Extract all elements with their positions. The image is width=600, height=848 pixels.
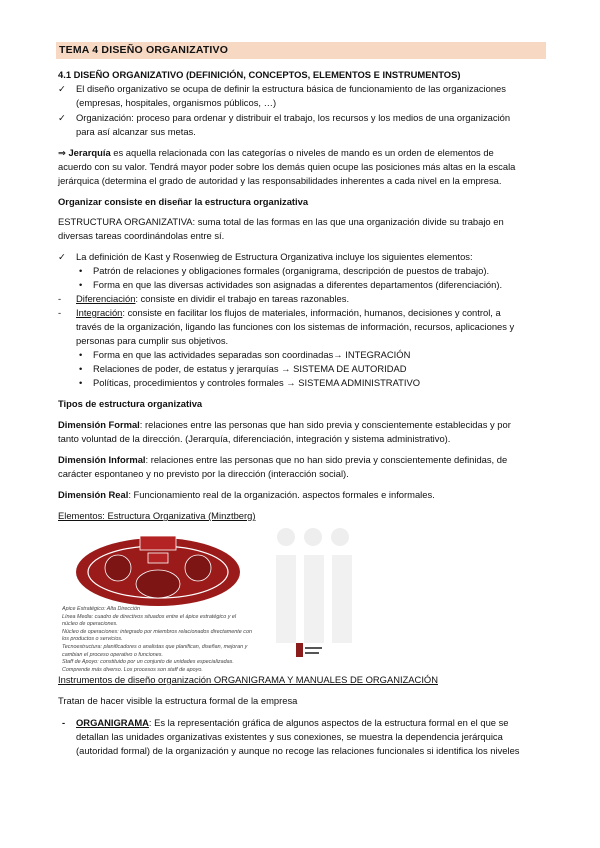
bullet-icon: • [79, 377, 83, 388]
integracion-text: : consiste en facilitar los flujos de materiales, información, humanos, decisiones y control, a [122, 307, 501, 318]
organigrama-term: ORGANIGRAMA [76, 717, 149, 728]
formal-line: tanto voluntad de la dirección. (Jerarquía, diferenciación, integración y sistema administrativo). [58, 433, 451, 444]
diferenciacion-text: : consiste en dividir el trabajo en tareas razonables. [135, 293, 350, 304]
legend-item: Núcleo de operaciones: integrado por miembros relacionados directamente con [62, 628, 252, 635]
jerarquia-line [58, 146, 544, 161]
check-icon: ✓ [58, 83, 66, 94]
bullet-line: Organización: proceso para ordenar y distribuir el trabajo, los recursos y los medios de una organización [76, 112, 511, 123]
bullet-line: El diseño organizativo se ocupa de definir la estructura básica de funcionamiento de las organizaciones [76, 83, 506, 94]
bullet-line: para así alcanzar sus metas. [76, 126, 196, 137]
arrow-icon: ⇒ [58, 147, 66, 158]
kast-item: Patrón de relaciones y obligaciones formales (organigrama, descripción de puestos de trabajo). [93, 265, 490, 276]
dash-icon: - [58, 293, 62, 304]
diagram-staff [185, 555, 211, 581]
formal-line [58, 418, 544, 433]
kast-intro: La definición de Kast y Rosenwieg de Estructura Organizativa incluye los siguientes elementos: [76, 251, 473, 262]
check-icon: ✓ [58, 112, 66, 123]
legend-item: cambian el proceso operativo o funciones. [62, 651, 163, 658]
diferenciacion-line [76, 292, 544, 307]
diagram-legend [62, 606, 272, 674]
organigrama-line: (autoridad formal) de la organización y aunque no recoge las relaciones funcionales si identifica los niveles [76, 745, 520, 756]
dash-icon: - [62, 717, 66, 728]
formal-term: Dimensión Formal [58, 419, 140, 430]
formal-text: : relaciones entre las personas que han sido previa y conscientemente establecidas y por [139, 419, 511, 430]
legend-item: Línea Media: cuadro de directivos situados entre el ápice estratégico y el [62, 613, 237, 620]
legend-item: Ápice Estratégico: Alta Dirección [62, 606, 140, 612]
integracion-item: Forma en que las actividades separadas son coordinadas→ INTEGRACIÓN [93, 349, 411, 360]
integracion-term: Integración [76, 307, 123, 318]
diagram-middle [148, 553, 168, 563]
informal-line [58, 453, 544, 468]
university-logo [296, 641, 324, 659]
estructura-line: diversas tareas coordinándolas entre sí. [58, 230, 225, 241]
watermark-graphic [268, 525, 358, 645]
jerarquia-line: acuerdo con su valor. Tendrá mayor poder sobre los demás quien ocupe las posiciones más altas en la escala [58, 161, 516, 172]
real-line [58, 488, 544, 503]
estructura-line: ESTRUCTURA ORGANIZATIVA: suma total de las formas en las que una organización divide su trabajo en [58, 216, 504, 227]
diferenciacion-term: Diferenciación [76, 293, 136, 304]
diagram-core [136, 570, 180, 598]
integracion-line [76, 306, 544, 321]
jerarquia-term: Jerarquía [68, 147, 111, 158]
legend-item: los productos o servicios. [62, 636, 123, 643]
title-bar [56, 42, 546, 59]
jerarquia-text: es aquella relacionada con las categorías o niveles de mando es un orden de elementos de [110, 147, 494, 158]
legend-item: Tecnoestructura: planificadores o analistas que planifican, diseñan, mejoran y [62, 643, 248, 650]
subheading: Organizar consiste en diseñar la estructura organizativa [58, 196, 309, 207]
bullet-icon: • [79, 265, 83, 276]
real-term: Dimensión Real [58, 489, 129, 500]
informal-term: Dimensión Informal [58, 454, 146, 465]
bullet-line: (empresas, hospitales, organismos públicos, …) [76, 97, 277, 108]
integracion-line: personas para cumplir sus objetivos. [76, 335, 229, 346]
kast-item: Forma en que las diversas actividades son asignadas a diferentes departamentos (diferenciación). [93, 279, 503, 290]
bullet-icon: • [79, 279, 83, 290]
organigrama-line [76, 716, 544, 731]
legend-item: núcleo de operaciones. [62, 621, 118, 628]
page-title: TEMA 4 DISEÑO ORGANIZATIVO [59, 44, 229, 56]
diagram-apex [140, 536, 176, 550]
real-text: : Funcionamiento real de la organización. aspectos formales e informales. [128, 489, 435, 500]
jerarquia-line: jerárquica (determina el grado de autoridad y las responsabilidades inherentes a cada nivel en la empresa. [58, 175, 502, 186]
diagram-techno [105, 555, 131, 581]
section-heading: 4.1 DISEÑO ORGANIZATIVO (DEFINICIÓN, CONCEPTOS, ELEMENTOS E INSTRUMENTOS) [58, 69, 461, 80]
informal-text: : relaciones entre las personas que no han sido previa y conscientemente definidas, de [145, 454, 508, 465]
legend-item: Staff de Apoyo: constituido por un conjunto de unidades especializadas. [62, 659, 234, 666]
elementos-heading: Elementos: Estructura Organizativa (Minztberg) [58, 510, 256, 521]
informal-line: carácter espontaneo y no previsto por la dirección (interacción social). [58, 468, 349, 479]
bullet-icon: • [79, 349, 83, 360]
integracion-line: través de la organización, ligando las funciones con los sistemas de información, recursos, aplicaciones y [76, 321, 515, 332]
bullet-icon: • [79, 363, 83, 374]
legend-item: Comprende más diverso. Los procesos son staff de apoyo. [62, 666, 203, 673]
organigrama-line: detallan las unidades organizativas existentes y sus conexiones, se muestra la dependencia jerárquica [76, 731, 503, 742]
subheading: Tipos de estructura organizativa [58, 398, 203, 409]
integracion-item: Políticas, procedimientos y controles formales → SISTEMA ADMINISTRATIVO [93, 377, 421, 388]
integracion-item: Relaciones de poder, de estatus y jerarquías → SISTEMA DE AUTORIDAD [93, 363, 407, 374]
dash-icon: - [58, 307, 62, 318]
instrumentos-heading: Instrumentos de diseño organización ORGANIGRAMA Y MANUALES DE ORGANIZACIÓN [58, 674, 438, 685]
check-icon: ✓ [58, 251, 66, 262]
tratan-line: Tratan de hacer visible la estructura formal de la empresa [58, 695, 298, 706]
organigrama-text: : Es la representación gráfica de algunos aspectos de la estructura formal en el que se [148, 717, 509, 728]
